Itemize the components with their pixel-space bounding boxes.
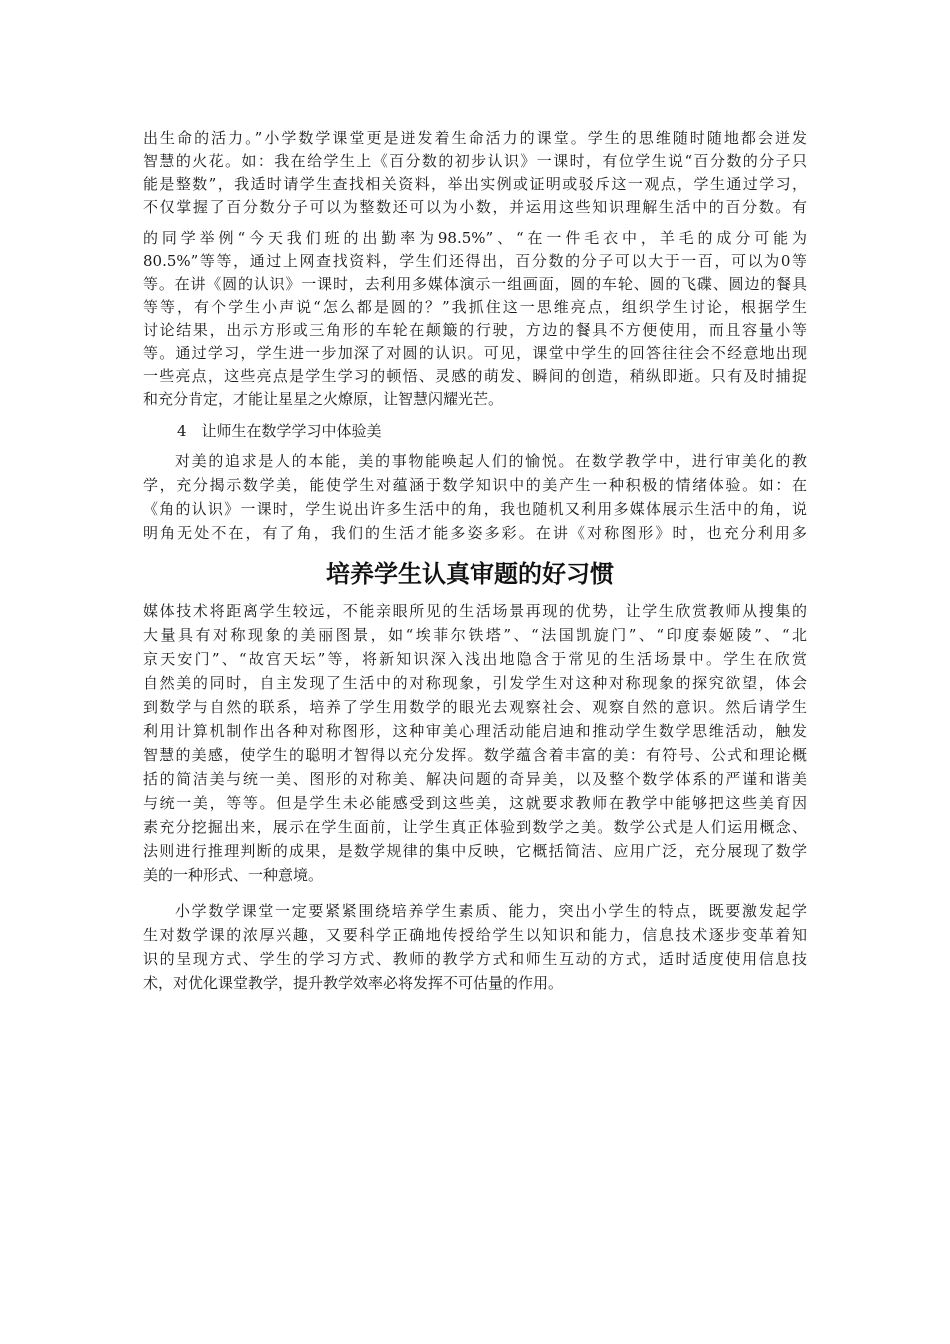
paragraph-line: 美的一种形式、一种意境。 [143,866,324,884]
paragraph-line: 自然美的同时，自主发现了生活中的对称现象，引发学生对这种对称现象的探究欲望，体会 [143,674,807,692]
paragraph-line: 能是整数”，我适时请学生查找相关资料，举出实例或证明或驳斥这一观点，学生通过学习， [143,175,807,193]
paragraph-line: 法则进行推理判断的成果，是数学规律的集中反映，它概括简洁、应用广泛，充分展现了数学 [143,842,807,860]
paragraph-line: 素充分挖掘出来，展示在学生面前，让学生真正体验到数学之美。数学公式是人们运用概念、 [143,818,807,836]
paragraph-line: 一些亮点，这些亮点是学生学习的顿悟、灵感的萌发、瞬间的创造，稍纵即逝。只有及时捕捉 [143,367,807,385]
paragraph-line: 与统一美，等等。但是学生未必能感受到这些美，这就要求教师在教学中能够把这些美育因 [143,794,807,812]
paragraph-line: 大量具有对称现象的美丽图景，如“埃菲尔铁塔”、“法国凯旋门”、“印度泰姬陵”、“北 [143,626,807,644]
paragraph-line: 生对数学课的浓厚兴趣，又要科学正确地传授给学生以知识和能力，信息技术逐步变革着知 [143,926,807,944]
paragraph-line: 媒体技术将距离学生较远，不能亲眼所见的生活场景再现的优势，让学生欣赏教师从搜集的 [143,602,807,620]
paragraph-line: 识的呈现方式、学生的学习方式、教师的教学方式和师生互动的方式，适时适度使用信息技 [143,950,807,968]
paragraph-line: 智慧的火花。如：我在给学生上《百分数的初步认识》一课时，有位学生说“百分数的分子只 [143,152,807,170]
document-title [0,556,950,596]
paragraph-line: 不仅掌握了百分数分子可以为整数还可以为小数，并运用这些知识理解生活中的百分数。有 [143,198,807,216]
paragraph-line: 学，充分揭示数学美，能使学生对蕴涵于数学知识中的美产生一种积极的情绪体验。如：在 [143,476,807,494]
paragraph-line: 括的简洁美与统一美、图形的对称美、解决问题的奇异美，以及整个数学体系的严谨和谐美 [143,770,807,788]
paragraph-line: 智慧的美感，使学生的聪明才智得以充分发挥。数学蕴含着丰富的美：有符号、公式和理论概 [143,746,807,764]
paragraph-line: 和充分肯定，才能让星星之火燎原，让智慧闪耀光芒。 [143,390,504,408]
paragraph-line: 讨论结果，出示方形或三角形的车轮在颠簸的行驶，方边的餐具不方便使用，而且容量小等 [143,321,807,339]
title-text: 培养学生认真审题的好习惯 [326,560,614,588]
paragraph-line: 等等，有个学生小声说“怎么都是圆的？”我抓住这一思维亮点，组织学生讨论，根据学生 [143,298,807,316]
paragraph-line: 利用计算机制作出各种对称图形，这种审美心理活动能启迪和推动学生数学思维活动，触发 [143,722,807,740]
paragraph-line: 小学数学课堂一定要紧紧围绕培养学生素质、能力，突出小学生的特点，既要激发起学 [175,902,807,920]
paragraph-line: 对美的追求是人的本能，美的事物能唤起人们的愉悦。在数学教学中，进行审美化的教 [175,452,807,470]
paragraph-line: 京天安门”、“故宫天坛”等，将新知识深入浅出地隐含于常见的生活场景中。学生在欣赏 [143,650,807,668]
paragraph-line: 80.5%”等等，通过上网查找资料，学生们还得出，百分数的分子可以大于一百，可以为0等 [143,252,807,270]
paragraph-line: 的同学举例“今天我们班的出勤率为98.5%”、“在一件毛衣中，羊毛的成分可能为 [143,229,807,247]
paragraph-line: 等。在讲《圆的认识》一课时，去利用多媒体演示一组画面，圆的车轮、圆的飞碟、圆边的餐具 [143,275,807,293]
section-subheading: 4 让师生在数学学习中体验美 [177,422,382,440]
paragraph-line: 明角无处不在，有了角，我们的生活才能多姿多彩。在讲《对称图形》时，也充分利用多 [143,524,807,542]
paragraph-line: 《角的认识》一课时，学生说出许多生活中的角，我也随机又利用多媒体展示生活中的角，说 [143,500,807,518]
paragraph-line: 到数学与自然的联系，培养了学生用数学的眼光去观察社会、观察自然的意识。然后请学生 [143,698,807,716]
paragraph-line: 出生命的活力。”小学数学课堂更是迸发着生命活力的课堂。学生的思维随时随地都会迸发 [143,129,807,147]
paragraph-line: 等。通过学习，学生进一步加深了对圆的认识。可见，课堂中学生的回答往往会不经意地出现 [143,344,807,362]
paragraph-line: 术，对优化课堂教学，提升教学效率必将发挥不可估量的作用。 [143,974,564,992]
